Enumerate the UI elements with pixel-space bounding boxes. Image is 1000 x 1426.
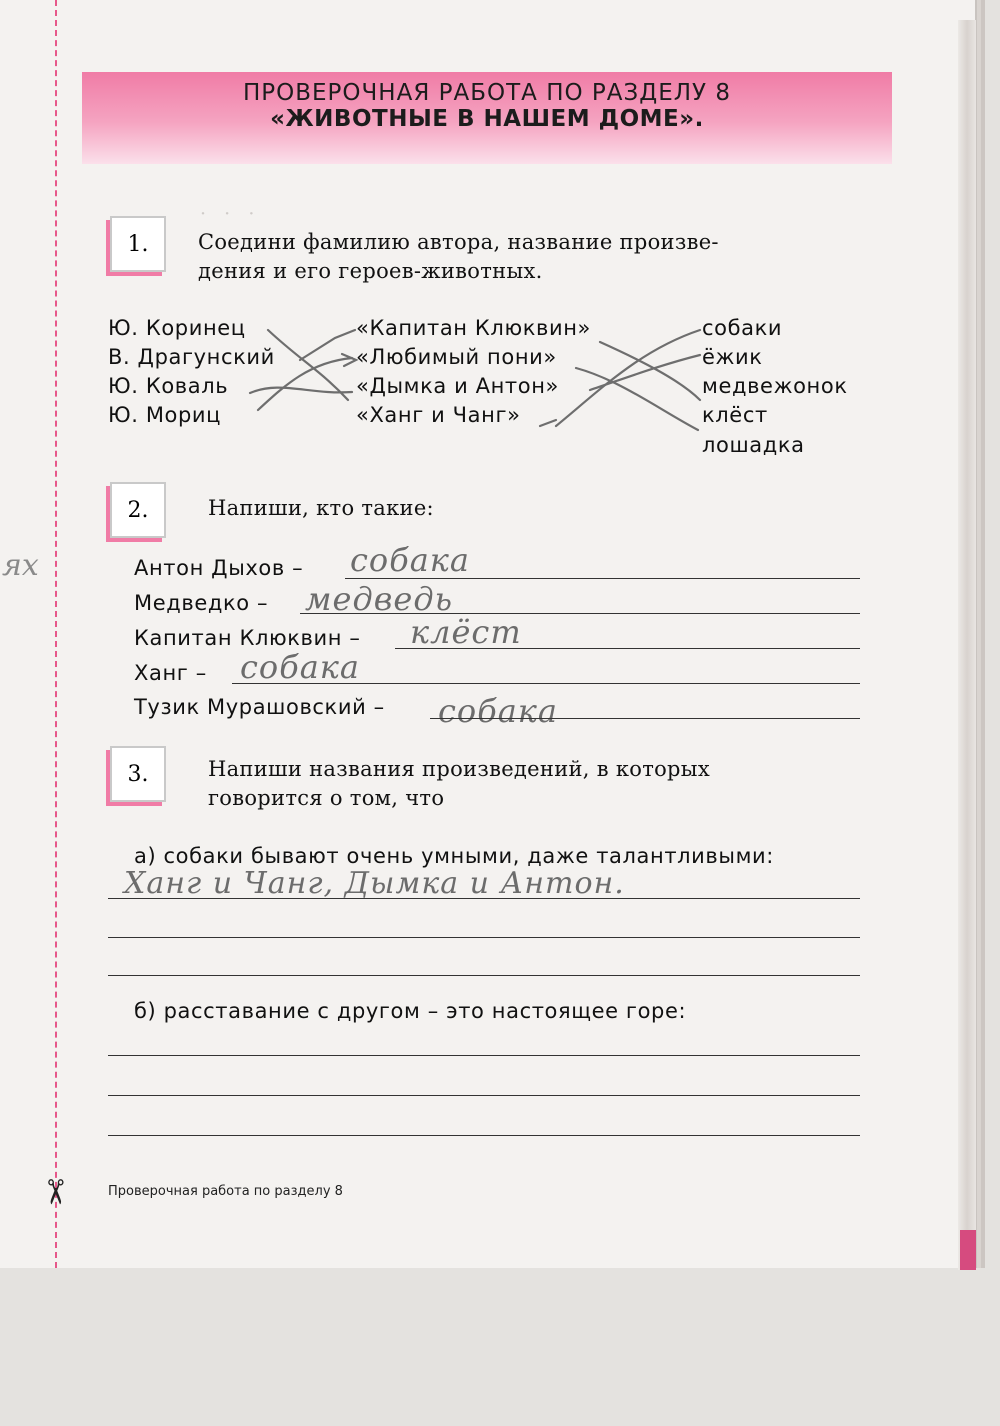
answer-line	[232, 683, 860, 684]
author-3: Ю. Коваль	[108, 374, 229, 398]
animal-4: клёст	[702, 403, 768, 427]
match-line	[540, 420, 556, 426]
task1-number: 1.	[110, 216, 166, 272]
match-line	[576, 368, 698, 430]
scissors-icon: ✂	[34, 1177, 75, 1207]
match-line	[258, 358, 352, 410]
task3-prompt-b: б) расставание с другом – это настоящее горе:	[134, 999, 687, 1023]
answer-line	[108, 898, 860, 899]
task3-answer-a: Ханг и Чанг, Дымка и Антон.	[124, 866, 625, 901]
answer-line	[108, 975, 860, 976]
work-4: «Ханг и Чанг»	[356, 403, 521, 427]
work-3: «Дымка и Антон»	[356, 374, 559, 398]
author-4: Ю. Мориц	[108, 403, 222, 427]
work-1: «Капитан Клюквин»	[356, 316, 592, 340]
header-subtitle: «ЖИВОТНЫЕ В НАШЕМ ДОМЕ».	[270, 106, 704, 132]
who-answer-4: собака	[240, 648, 360, 686]
answer-line	[108, 1095, 860, 1096]
match-line	[600, 342, 700, 400]
margin-note: ях	[2, 548, 39, 583]
animal-1: собаки	[702, 316, 783, 340]
task3-instructions: Напиши названия произведений, в которых говорится о том, что	[208, 757, 710, 810]
bleed-through: · · ·	[200, 203, 255, 225]
who-label-2: Медведко –	[134, 591, 269, 615]
task1-instructions: Соедини фамилию автора, название произве- дения и его героев-животных.	[198, 230, 719, 283]
page-footer: Проверочная работа по разделу 8	[108, 1184, 343, 1199]
answer-line	[108, 1135, 860, 1136]
task3-prompt-a: а) собаки бывают очень умными, даже талантливыми:	[134, 844, 774, 868]
who-answer-5: собака	[438, 692, 558, 730]
work-2: «Любимый пони»	[356, 345, 557, 369]
who-answer-2: медведь	[305, 580, 454, 618]
header-title: ПРОВЕРОЧНАЯ РАБОТА ПО РАЗДЕЛУ 8	[242, 80, 732, 106]
animal-3: медвежонок	[702, 374, 848, 398]
author-1: Ю. Коринец	[108, 316, 246, 340]
answer-line	[108, 1055, 860, 1056]
animal-2: ёжик	[702, 345, 763, 369]
answer-line	[430, 718, 860, 719]
who-label-1: Антон Дыхов –	[134, 556, 304, 580]
author-2: В. Драгунский	[108, 345, 275, 369]
who-label-3: Капитан Клюквин –	[134, 626, 361, 650]
who-label-4: Ханг –	[134, 661, 207, 685]
answer-line	[300, 613, 860, 614]
who-answer-3: клёст	[410, 613, 522, 651]
animal-5: лошадка	[702, 433, 805, 457]
task2-number: 2.	[110, 482, 166, 538]
answer-line	[395, 648, 860, 649]
who-answer-1: собака	[350, 541, 470, 579]
answer-line	[345, 578, 860, 579]
task2-instructions: Напиши, кто такие:	[208, 496, 434, 520]
task3-number: 3.	[110, 746, 166, 802]
match-line	[590, 355, 700, 390]
answer-line	[108, 937, 860, 938]
who-label-5: Тузик Мурашовский –	[134, 695, 385, 719]
